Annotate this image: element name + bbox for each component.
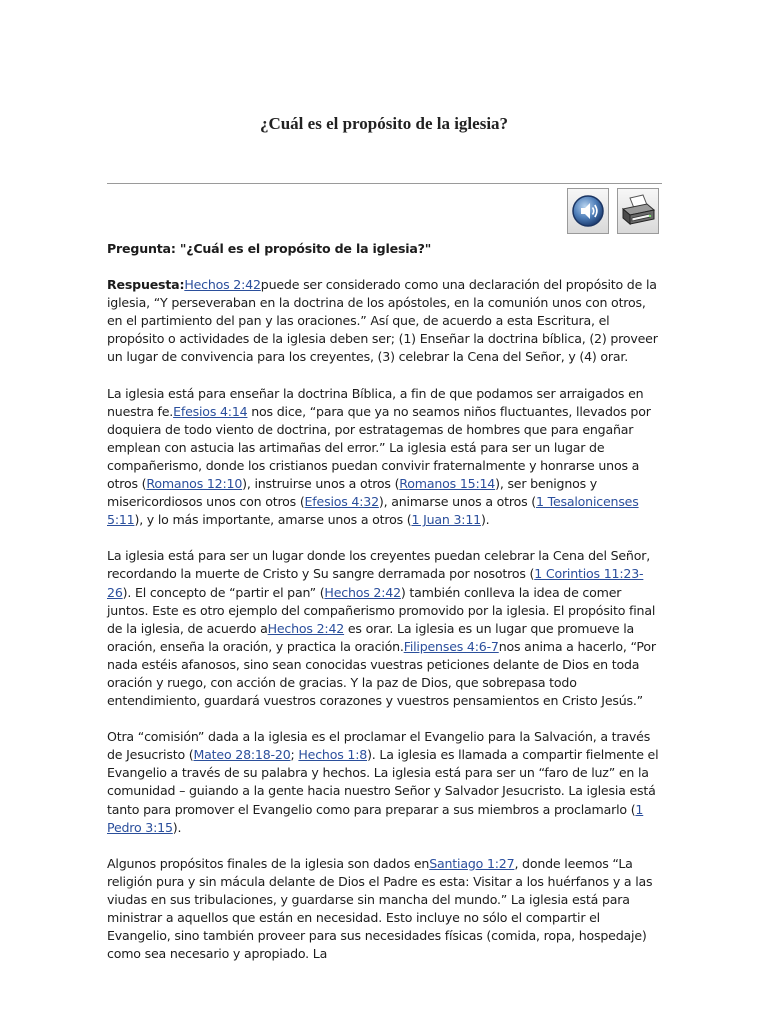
verse-link[interactable]: 1 Juan 3:11 <box>411 512 481 528</box>
paragraph-doctrine <box>107 385 663 530</box>
verse-link[interactable]: Hechos 2:42 <box>184 277 261 293</box>
question-text: Pregunta: "¿Cuál es el propósito de la iglesia?" <box>107 241 432 256</box>
paragraph-text: ), ser benignos y misericordiosos unos con otros ( <box>107 476 598 510</box>
answer-label: Respuesta: <box>107 277 185 293</box>
paragraph-text: nos dice, “para que ya no seamos niños fluctuantes, llevados por doquiera de todo viento de doctrina, por estratagemas de hombres que para engañar emplean con astucia las artimañas del error.” La iglesia está para ser un lugar de compañerismo, donde los cristianos puedan convivir fraternalmente y honrarse unos a otros ( <box>107 403 651 492</box>
verse-link[interactable]: Santiago 1:27 <box>429 855 515 871</box>
paragraph-text: ). La iglesia es llamada a compartir fielmente el Evangelio a través de su palabra y hechos. La iglesia está para ser un “faro de luz” en la comunidad – guiando a la gente hacia nuestro Señor y Salvador Jesucristo. La iglesia está tanto para promover el Evangelio como para preparar a sus miembros a proclamarlo ( <box>107 747 659 817</box>
article-body <box>107 240 663 981</box>
page-title: ¿Cuál es el propósito de la iglesia? <box>259 114 509 133</box>
paragraph-text: , donde leemos “La religión pura y sin mácula delante de Dios el Padre es esta: Visitar a los huérfanos y a las viudas en sus tribulaciones, y guardarse sin mancha del mundo.” La iglesia está para ministrar a aquellos que están en necesidad. Esto incluye no sólo el compartir el Evangelio, sino también proveer para sus necesidades físicas (comida, ropa, hospedaje) como sea necesario y apropiado. La <box>107 855 653 962</box>
speaker-icon <box>568 189 608 233</box>
paragraph-ministry <box>107 855 663 964</box>
paragraph-text: ). El concepto de “partir el pan” ( <box>122 584 325 600</box>
verse-link[interactable]: 1 Tesalonicenses 5:11 <box>107 494 639 528</box>
paragraph-supper <box>107 547 663 710</box>
print-button[interactable] <box>617 188 659 234</box>
paragraph-text: Algunos propósitos finales de la iglesia son dados en <box>107 855 430 871</box>
paragraph-text: La iglesia está para ser un lugar donde los creyentes puedan celebrar la Cena del Señor, recordando la muerte de Cristo y Su sangre derramada por nosotros ( <box>107 548 650 582</box>
printer-icon <box>618 189 658 233</box>
paragraph-text: La iglesia está para enseñar la doctrina Bíblica, a fin de que podamos ser arraigados en nuestra fe. <box>107 385 644 419</box>
paragraph-text: ), y lo más importante, amarse unos a otros ( <box>134 512 412 528</box>
verse-link[interactable]: Mateo 28:18-20 <box>193 747 291 763</box>
paragraph-text: ). <box>480 512 490 528</box>
verse-link[interactable]: Hechos 1:8 <box>298 747 368 763</box>
verse-link[interactable]: Hechos 2:42 <box>324 584 401 600</box>
paragraph-text: ), instruirse unos a otros ( <box>242 476 400 492</box>
paragraph-text: puede ser considerado como una declaración del propósito de la iglesia, “Y perseveraban en la doctrina de los apóstoles, en la comunión unos con otros, en el partimiento del pan y las oraciones.” Así que, de acuerdo a esta Escritura, el propósito o actividades de la iglesia deben ser; (1) Enseñar la doctrina bíblica, (2) proveer un lugar de convivencia para los creyentes, (3) celebrar la Cena del Señor, y (4) orar. <box>107 277 658 365</box>
verse-link[interactable]: 1 Pedro 3:15 <box>107 801 644 835</box>
paragraph-text: ; <box>290 747 299 763</box>
audio-button[interactable] <box>567 188 609 234</box>
paragraph-text: ), animarse unos a otros ( <box>378 494 536 510</box>
verse-link[interactable]: Hechos 2:42 <box>267 620 345 636</box>
verse-link[interactable]: Romanos 15:14 <box>399 476 496 492</box>
verse-link[interactable]: Efesios 4:32 <box>304 494 379 510</box>
paragraph-text: Otra “comisión” dada a la iglesia es el proclamar el Evangelio para la Salvación, a través de Jesucristo ( <box>107 729 651 763</box>
paragraph-text: nos anima a hacerlo, “Por nada estéis afanosos, sino sean conocidas vuestras peticiones delante de Dios en toda oración y ruego, con acción de gracias. Y la paz de Dios, que sobrepasa todo entendimiento, guardará vuestros corazones y vuestros pensamientos en Cristo Jesús.” <box>107 638 656 709</box>
verse-link[interactable]: 1 Corintios 11:23-26 <box>107 566 644 600</box>
paragraph-text: ). <box>172 819 182 835</box>
paragraph-text: ) también conlleva la idea de comer juntos. Este es otro ejemplo del compañerismo promovido por la iglesia. El propósito final de la iglesia, de acuerdo a <box>107 584 656 636</box>
divider <box>107 183 662 184</box>
question <box>107 240 663 258</box>
verse-link[interactable]: Efesios 4:14 <box>173 403 248 419</box>
paragraph-answer <box>107 276 663 366</box>
verse-link[interactable]: Filipenses 4:6-7 <box>403 638 499 654</box>
paragraph-text: es orar. La iglesia es un lugar que promueve la oración, enseña la oración, y practica la oración. <box>107 620 635 654</box>
verse-link[interactable]: Romanos 12:10 <box>146 476 243 492</box>
paragraph-gospel <box>107 728 663 837</box>
